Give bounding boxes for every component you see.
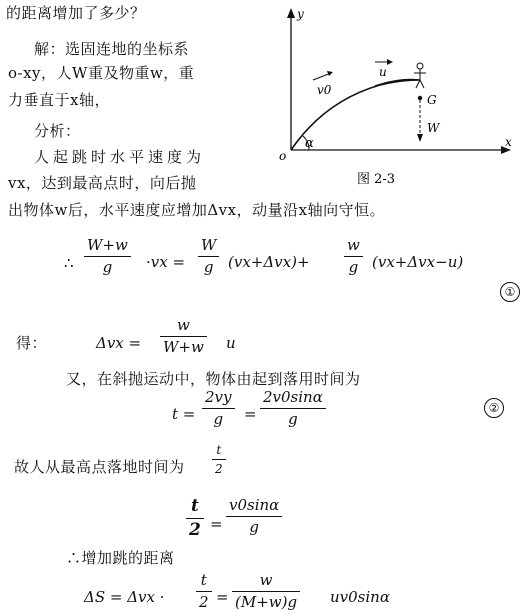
- center-of-gravity-point: [418, 96, 422, 100]
- eq4-frac-den: g: [249, 518, 259, 536]
- result-label: 得：: [16, 334, 48, 352]
- eq1-frac-3-num: w: [347, 236, 360, 254]
- solution-line-3: 力垂直于x轴，: [8, 91, 110, 109]
- eq2-frac-bar: [160, 336, 207, 337]
- eq2-lhs: Δvx =: [96, 334, 142, 352]
- eq1-frac-3: [344, 238, 363, 275]
- eq1-frac-1-den: g: [102, 258, 113, 276]
- x-axis-label: x: [505, 135, 512, 149]
- eq1-frac-2-bar: [198, 256, 219, 257]
- eq4-equals: =: [210, 515, 223, 533]
- eq3-frac-1-den: g: [213, 410, 224, 428]
- eq1-frac-1-bar: [84, 256, 131, 257]
- eq5-half-frac: [196, 573, 212, 610]
- eq3-frac-1: [202, 390, 235, 427]
- u-arrow-head-icon: [387, 59, 393, 65]
- eq3-frac-2-bar: [260, 408, 326, 409]
- eq4-lhs-den: 2: [189, 520, 201, 540]
- G-label: G: [427, 93, 437, 107]
- eq1-frac-1-num: W+w: [87, 236, 128, 254]
- eq1-frac-2-den: g: [203, 258, 214, 276]
- eq3-frac-1-num: 2vy: [205, 388, 232, 406]
- eq5-frac-num: w: [259, 571, 273, 589]
- figure-caption: 图 2-3: [357, 172, 396, 187]
- eq5-equals: =: [216, 588, 229, 606]
- person-body-icon: [414, 69, 426, 88]
- equation-number-2: ②: [484, 398, 504, 418]
- paragraph-line-1: 人起跳时水平速度为: [34, 148, 206, 166]
- origin-label: o: [279, 149, 287, 163]
- paragraph-line-2: vx，达到最高点时，向后抛: [8, 174, 197, 192]
- eq5-half-num: t: [200, 571, 207, 589]
- analysis-heading: 分析：: [34, 122, 81, 140]
- eq2-tail: u: [226, 334, 236, 352]
- eq4-frac: [226, 498, 282, 535]
- paragraph-line-3: 出物体w后，水平速度应增加Δvx，动量沿x轴向守恒。: [8, 201, 386, 219]
- eq2-frac: [160, 318, 207, 355]
- eq1-frac-3-den: g: [348, 258, 359, 276]
- eq5-half-bar: [196, 591, 212, 592]
- eq1-therefore: ∴: [64, 254, 74, 272]
- eq5-frac-bar: [232, 591, 300, 592]
- eq1-mid-1: ·vx =: [146, 253, 186, 271]
- paragraph-line-6: ∴增加跳的距离: [66, 549, 175, 567]
- person-head-icon: [417, 63, 423, 69]
- eq4-lhs-bar: [186, 518, 204, 519]
- paragraph-line-4: 又，在斜抛运动中，物体由起到落用时间为: [66, 370, 361, 388]
- weight-arrow-head-icon: [417, 134, 423, 142]
- eq3-lhs: t =: [172, 405, 196, 423]
- eq3-frac-2-den: g: [288, 410, 298, 428]
- eq3-equals: =: [244, 405, 257, 423]
- half-t-den: 2: [215, 462, 223, 476]
- eq2-frac-den: W+w: [163, 338, 204, 356]
- projectile-figure: [275, 0, 525, 190]
- half-t-num: t: [216, 443, 222, 457]
- eq1-frac-1: [84, 238, 131, 275]
- eq4-lhs-frac: [186, 498, 204, 539]
- eq4-lhs-num: t: [190, 496, 199, 516]
- eq3-frac-2: [260, 390, 326, 427]
- y-axis-label: y: [297, 7, 304, 21]
- eq5-tail: uv0sinα: [330, 588, 390, 606]
- eq4-frac-bar: [226, 516, 282, 517]
- eq1-frac-2: [198, 238, 219, 275]
- W-label: W: [427, 121, 440, 135]
- equation-number-1: ①: [500, 282, 520, 302]
- eq1-mid-3: (vx+Δvx−u): [372, 253, 464, 271]
- text-line-1: 的距离增加了多少？: [6, 4, 146, 22]
- eq5-frac-den: (M+w)g: [235, 593, 298, 611]
- eq1-mid-2: (vx+Δvx)+: [228, 253, 310, 271]
- eq2-frac-num: w: [176, 316, 190, 334]
- eq1-frac-2-num: W: [201, 236, 217, 254]
- eq3-frac-2-num: 2v0sinα: [263, 388, 323, 406]
- y-axis-arrow-icon: [287, 8, 295, 18]
- eq5-frac: [232, 573, 300, 610]
- half-t-frac: [212, 444, 226, 475]
- eq5-lhs: ΔS = Δvx ·: [84, 588, 165, 606]
- eq5-half-den: 2: [199, 593, 209, 611]
- eq4-frac-num: v0sinα: [229, 496, 280, 514]
- solution-line-2: o-xy，人W重及物重w，重: [8, 64, 195, 82]
- u-label: u: [379, 65, 387, 79]
- eq3-frac-1-bar: [202, 408, 235, 409]
- v0-arrow-head-icon: [327, 71, 333, 76]
- paragraph-line-5: 故人从最高点落地时间为: [14, 458, 185, 476]
- half-t-bar: [212, 459, 226, 460]
- solution-line-1: 解：选固连地的坐标系: [34, 40, 190, 58]
- angle-label: α: [305, 136, 314, 151]
- eq1-frac-3-bar: [344, 256, 363, 257]
- v0-label: v0: [317, 83, 332, 97]
